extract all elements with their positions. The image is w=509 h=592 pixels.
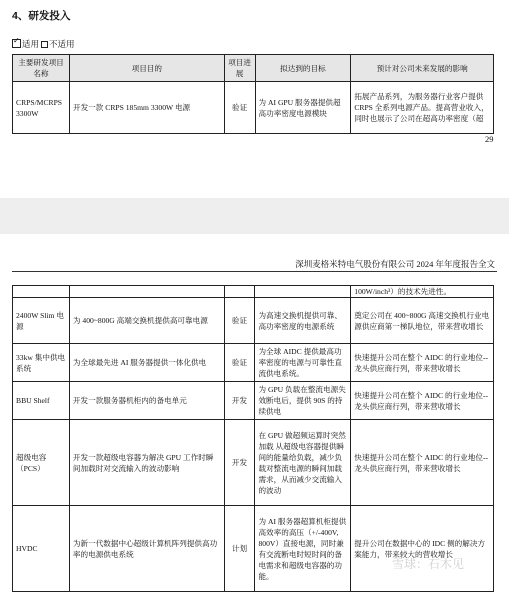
cell-impact: 提升公司在数据中心的 IDC 侧的解决方案能力，带来较大的营收增长 (351, 506, 494, 592)
cell-project-name: CRPS/MCRPS 3300W (13, 82, 70, 134)
cell-purpose: 开发一款服务器机柜内的备电单元 (69, 382, 224, 420)
cell-project-name: HVDC (13, 506, 70, 592)
cell-progress: 计划 (224, 506, 255, 592)
cell-progress: 开发 (224, 382, 255, 420)
rd-table-page2 (12, 285, 494, 592)
page-number: 29 (485, 134, 494, 144)
cell-goal: 在 GPU 做超频运算时突然加载 从超级电容器提供瞬间的能量给负载，减少负载对整流电源的瞬间加载需求，从而减少交流输入的波动 (255, 420, 351, 506)
watermark: 雪球：石木见 (392, 557, 465, 571)
cell-purpose: 为 400~800G 高端交换机提供高可靠电源 (69, 298, 224, 344)
header-goal: 拟达到的目标 (255, 55, 351, 82)
header-project-name: 主要研发项目名称 (13, 55, 70, 82)
unchecked-checkbox-icon[interactable] (41, 41, 48, 48)
cell-progress: 验证 (224, 298, 255, 344)
table-row-continuation (13, 286, 494, 298)
table-header-row (13, 55, 494, 82)
cell-impact: 拓展产品系列，为服务器行业客户提供 CRPS 全系列电源产品。提高营业收入，同时也展示了公司在超高功率密度（超 (351, 82, 494, 134)
cell-goal: 为 AI GPU 服务器提供超高功率密度电源模块 (255, 82, 351, 134)
cell-purpose: 开发一款超级电容器为解决 GPU 工作时瞬间加载时对交流输入的波动影响 (69, 420, 224, 506)
report-header: 深圳麦格米特电气股份有限公司 2024 年年度报告全文 (295, 259, 495, 269)
cell-project-name: 超级电容（PCS） (13, 420, 70, 506)
cell-goal: 为 GPU 负载在整流电源失效断电后，提供 90S 的持续供电 (255, 382, 351, 420)
cell-goal: 为高速交换机提供可靠、高功率密度的电源系统 (255, 298, 351, 344)
header-purpose: 项目目的 (69, 55, 224, 82)
not-applicable-label: 不适用 (49, 39, 75, 49)
cell-purpose: 开发一款 CRPS 185mm 3300W 电源 (69, 82, 224, 134)
table-row (13, 382, 494, 420)
cell-purpose: 为全球最先进 AI 服务器提供一体化供电 (69, 344, 224, 382)
table-row (13, 420, 494, 506)
header-progress: 项目进展 (224, 55, 255, 82)
table-row (13, 298, 494, 344)
cell-goal: 为 AI 服务器超算机柜提供高效率的高压（+/-400V, 800V）直接电源，同时兼有交流断电时短时间的备电需求和超级电容器的功能。 (255, 506, 351, 592)
table-row (13, 82, 494, 134)
cell-project-name: 2400W Slim 电源 (13, 298, 70, 344)
page-gap (0, 198, 509, 234)
cell-progress: 验证 (224, 344, 255, 382)
rd-table-page1 (12, 54, 494, 134)
table-row (13, 344, 494, 382)
applicable-label: 适用 (22, 39, 40, 49)
header-divider (12, 271, 497, 272)
cell-impact: 快速提升公司在整个 AIDC 的行业地位--龙头供应商行列，带来营收增长 (351, 382, 494, 420)
cell-impact: 快速提升公司在整个 AIDC 的行业地位--龙头供应商行列，带来营收增长 (351, 420, 494, 506)
cell-project-name: 33kw 集中供电系统 (13, 344, 70, 382)
cell-goal: 为全球 AIDC 提供最高功率密度的电源与可靠性直流供电系统。 (255, 344, 351, 382)
cell-impact-continuation: 100W/inch³）的技术先进性。 (351, 286, 494, 298)
cell-progress: 验证 (224, 82, 255, 134)
cell-purpose: 为新一代数据中心超级计算机阵列提供高功率的电源供电系统 (69, 506, 224, 592)
header-impact: 预计对公司未来发展的影响 (351, 55, 494, 82)
cell-progress: 开发 (224, 420, 255, 506)
cell-impact: 快速提升公司在整个 AIDC 的行业地位--龙头供应商行列，带来营收增长 (351, 344, 494, 382)
checked-checkbox-icon[interactable] (12, 39, 21, 48)
applicability-options (12, 38, 75, 50)
cell-project-name: BBU Shelf (13, 382, 70, 420)
section-title: 4、研发投入 (12, 10, 71, 22)
cell-impact: 奠定公司在 400~800G 高速交换机行业电源供应商第一梯队地位，带来营收增长 (351, 298, 494, 344)
